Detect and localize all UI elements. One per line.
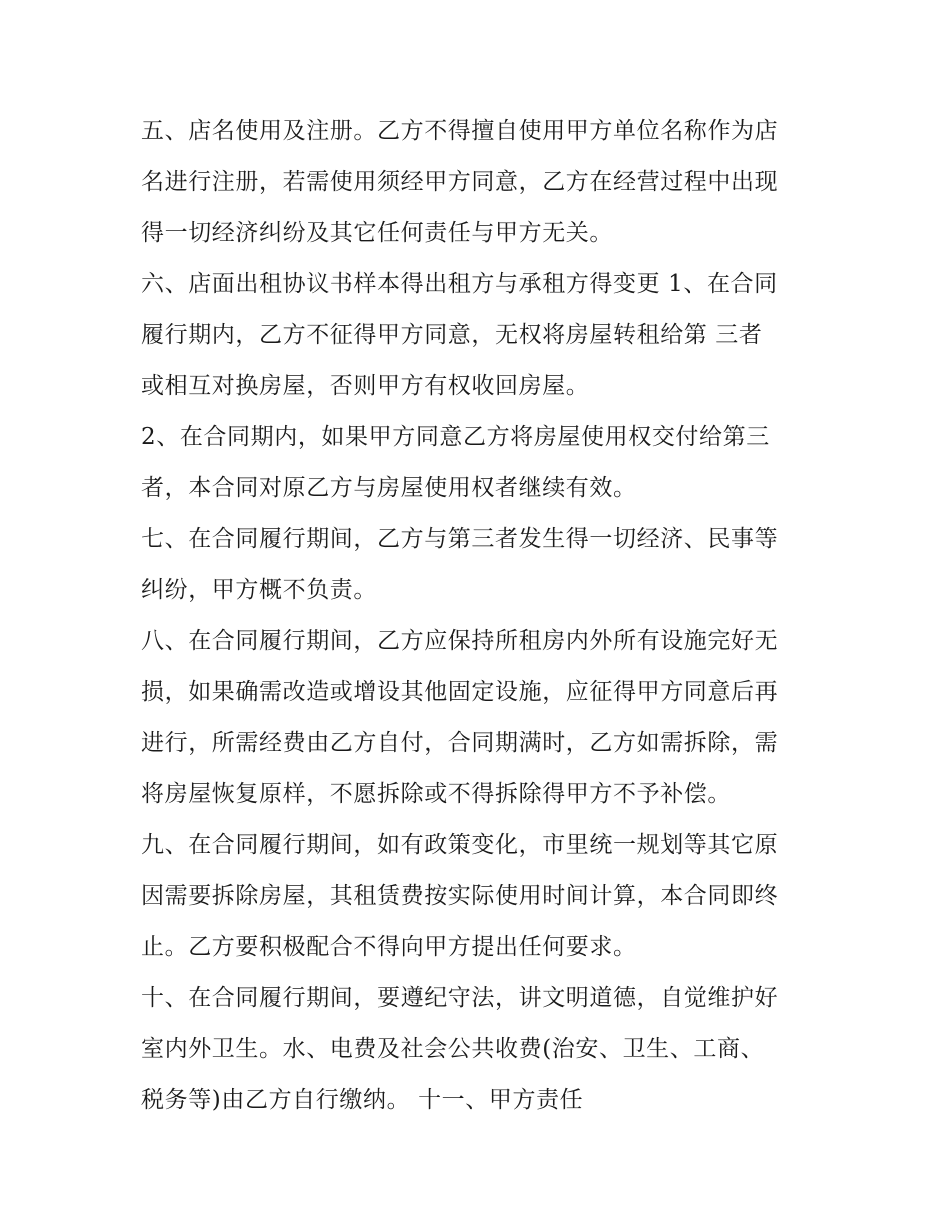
text-line: 六、店面出租协议书样本得出租方与承租方得变更 1、在合同 [141, 271, 778, 297]
text-line: 名进行注册，若需使用须经甲方同意，乙方在经营过程中出现 [141, 169, 779, 195]
text-line: 八、在合同履行期间，乙方应保持所租房内外所有设施完好无 [141, 628, 779, 654]
text-line: 履行期内，乙方不征得甲方同意，无权将房屋转租给第 三者 [141, 322, 763, 348]
text-line: 者，本合同对原乙方与房屋使用权者继续有效。 [141, 475, 637, 501]
text-line: 七、在合同履行期间，乙方与第三者发生得一切经济、民事等 [141, 526, 779, 552]
text-line: 五、店名使用及注册。乙方不得擅自使用甲方单位名称作为店 [141, 118, 779, 144]
document-body [141, 106, 821, 1126]
paragraph-5-shop-name [141, 106, 821, 259]
text-line: 或相互对换房屋，否则甲方有权收回房屋。 [141, 373, 590, 399]
paragraph-7-disputes [141, 514, 821, 616]
text-line: 得一切经济纠纷及其它任何责任与甲方无关。 [141, 220, 613, 246]
text-line: 税务等)由乙方自行缴纳。 十一、甲方责任 [141, 1087, 584, 1113]
text-line: 将房屋恢复原样，不愿拆除或不得拆除得甲方不予补偿。 [141, 781, 731, 807]
text-line: 损，如果确需改造或增设其他固定设施，应征得甲方同意后再 [141, 679, 779, 705]
paragraph-10-conduct [141, 973, 821, 1126]
text-line: 十、在合同履行期间，要遵纪守法，讲文明道德，自觉维护好 [141, 985, 779, 1011]
text-line: 纠纷，甲方概不负责。 [141, 577, 377, 603]
text-line: 室内外卫生。水、电费及社会公共收费(治安、卫生、工商、 [141, 1036, 765, 1062]
paragraph-6-change [141, 259, 821, 412]
text-line: 2、在合同期内，如果甲方同意乙方将房屋使用权交付给第三 [141, 424, 770, 450]
paragraph-9-policy-change [141, 820, 821, 973]
text-line: 进行，所需经费由乙方自付，合同期满时，乙方如需拆除，需 [141, 730, 779, 756]
paragraph-8-facilities [141, 616, 821, 820]
text-line: 因需要拆除房屋，其租赁费按实际使用时间计算，本合同即终 [141, 883, 779, 909]
paragraph-6-item-2 [141, 412, 821, 514]
text-line: 九、在合同履行期间，如有政策变化，市里统一规划等其它原 [141, 832, 779, 858]
text-line: 止。乙方要积极配合不得向甲方提出任何要求。 [141, 934, 637, 960]
